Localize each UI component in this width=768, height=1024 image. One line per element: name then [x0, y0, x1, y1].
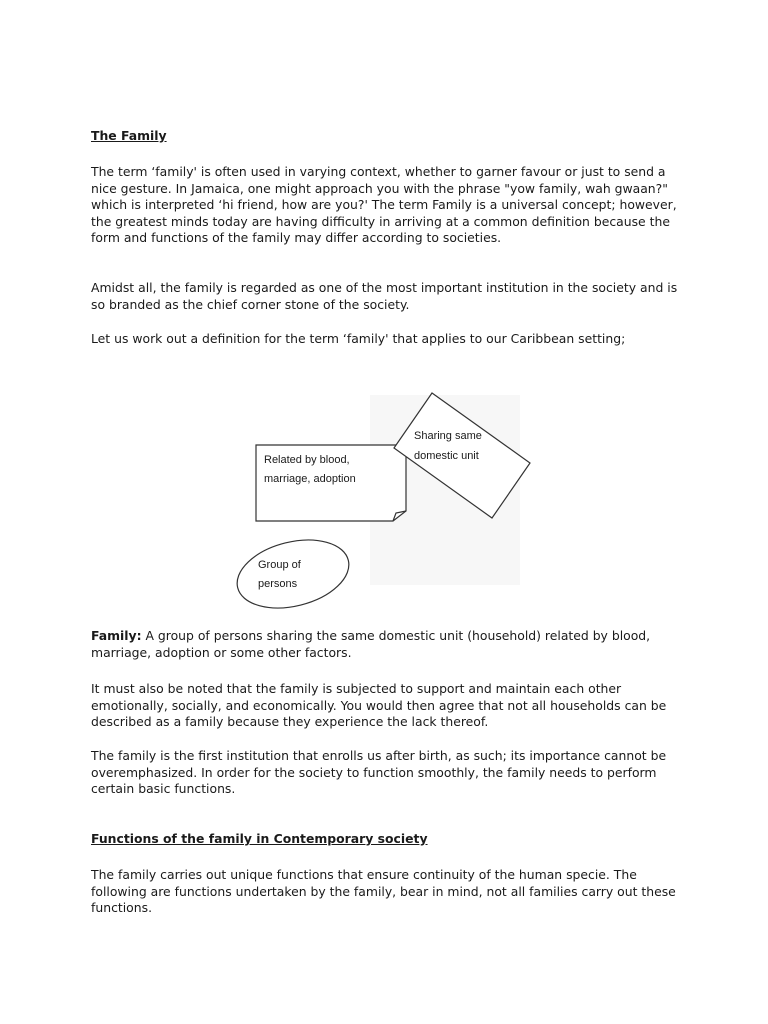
family-definition-diagram	[230, 385, 550, 610]
functions-intro-paragraph: The family carries out unique functions that ensure continuity of the human specie. The following are functions undertaken by the family, bear in mind, not all families carry out these functions.	[91, 867, 676, 915]
definition-prompt-paragraph: Let us work out a definition for the term ‘family' that applies to our Caribbean setting;	[91, 331, 626, 346]
definition-text: A group of persons sharing the same domestic unit (household) related by blood, marriage, adoption or some other factors.	[91, 628, 651, 660]
box-label-line2: marriage, adoption	[264, 473, 356, 485]
ellipse-label-line1: Group of	[258, 559, 301, 571]
family-definition-paragraph	[91, 628, 691, 661]
diamond-label-line1: Sharing same	[414, 430, 482, 442]
diamond-label-line2: domestic unit	[414, 450, 479, 462]
importance-paragraph: Amidst all, the family is regarded as one of the most important institution in the society and is so branded as the chief corner stone of the society.	[91, 280, 678, 312]
definition-term: Family:	[91, 628, 142, 643]
page-title: The Family	[91, 128, 167, 143]
box-label-line1: Related by blood,	[264, 454, 350, 466]
intro-paragraph: The term ‘family' is often used in varying context, whether to garner favour or just to send a nice gesture. In Jamaica, one might approach you with the phrase "yow family, wah gwaan?" which is interpreted ‘hi friend, how are you?' The term Family is a universal concept; however, the greatest minds today are having difficulty in arriving at a common definition because the form and functions of the family may differ according to societies.	[91, 164, 677, 245]
ellipse-label-line2: persons	[258, 578, 298, 590]
support-paragraph: It must also be noted that the family is subjected to support and maintain each other emotionally, socially, and economically. You would then agree that not all households can be described as a family because they experience the lack thereof.	[91, 681, 667, 729]
functions-heading: Functions of the family in Contemporary society	[91, 831, 428, 846]
first-institution-paragraph: The family is the first institution that enrolls us after birth, as such; its importance cannot be overemphasized. In order for the society to function smoothly, the family needs to perform certain basic functions.	[91, 748, 667, 796]
